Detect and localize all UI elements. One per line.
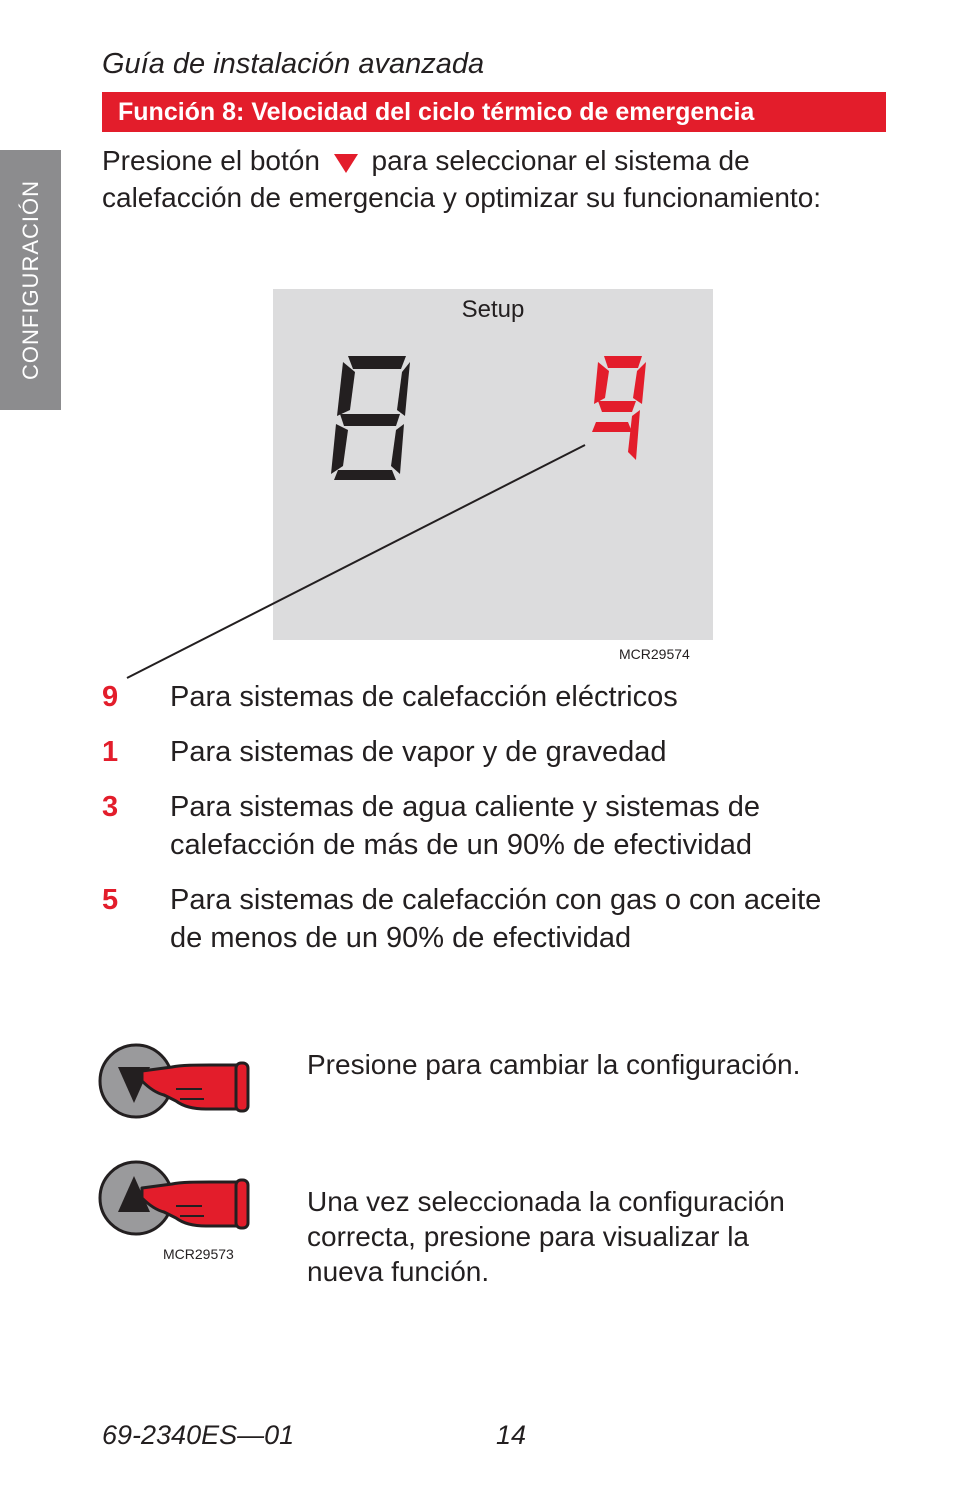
function-banner: Función 8: Velocidad del ciclo térmico de emergencia xyxy=(102,92,886,132)
down-button-instruction: Presione para cambiar la configuración. xyxy=(307,1049,801,1080)
guide-title: Guía de instalación avanzada xyxy=(102,48,485,80)
intro-after: para seleccionar el sistema de calefacción de emergencia y optimizar su funcionamiento: xyxy=(102,145,822,213)
down-button-press-icon xyxy=(98,1043,258,1123)
option-text: Para sistemas de vapor y de gravedad xyxy=(170,736,667,768)
option-value: 1 xyxy=(102,736,119,768)
up-button-instruction: Una vez seleccionada la configuración correcta, presione para visualizar la nueva función. xyxy=(307,1186,785,1287)
up-button-press-icon xyxy=(98,1160,258,1240)
setting-digit-segments xyxy=(592,356,646,460)
display-figure-code: MCR29574 xyxy=(619,646,690,662)
option-value: 9 xyxy=(102,681,119,713)
option-text: Para sistemas de agua caliente y sistemas de calefacción de más de un 90% de efectividad xyxy=(170,791,760,861)
intro-before: Presione el botón xyxy=(102,145,320,176)
function-digit-segments xyxy=(331,356,410,480)
page-number: 14 xyxy=(496,1420,527,1450)
option-text: Para sistemas de calefacción con gas o con aceite de menos de un 90% de efectividad xyxy=(170,884,822,954)
option-value: 5 xyxy=(102,884,119,916)
document-code: 69-2340ES—01 xyxy=(102,1420,295,1450)
side-tab-label: CONFIGURACIÓN xyxy=(17,180,43,380)
option-value: 3 xyxy=(102,791,119,823)
setup-label: Setup xyxy=(461,296,525,323)
option-text: Para sistemas de calefacción eléctricos xyxy=(170,681,678,713)
button-figure-code: MCR29573 xyxy=(163,1246,234,1262)
